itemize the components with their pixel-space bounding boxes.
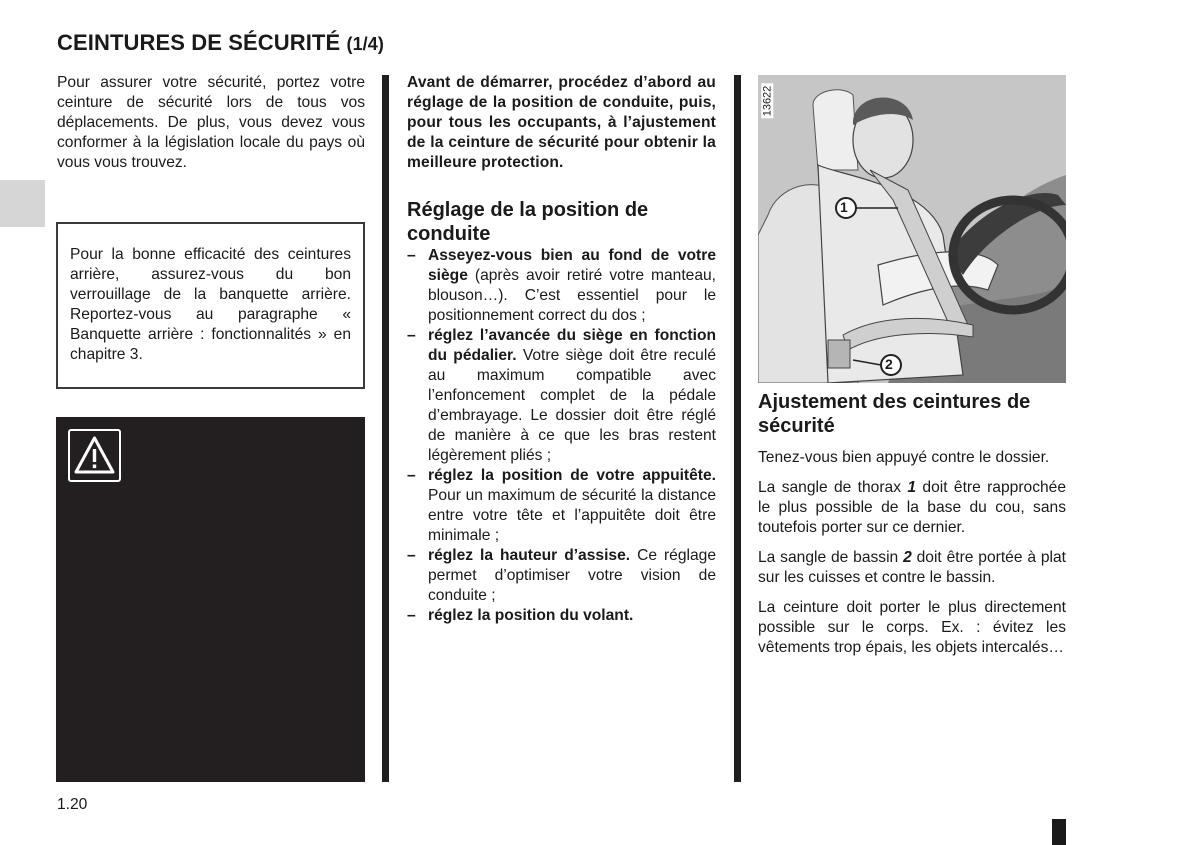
list-item: – réglez la position du volant. [407, 606, 716, 626]
list-item: – réglez la hauteur d’assise. Ce réglage permet d’optimiser votre vision de conduite ; [407, 546, 716, 606]
figure-number [760, 81, 780, 121]
column-divider-2 [734, 75, 741, 782]
page-number: 1.20 [57, 796, 88, 813]
callout-2: 2 [885, 356, 893, 372]
note-text: Pour la bonne efficacité des ceintures arrière, assurez-vous du bon verrouillage de la banquette arrière. Reportez-vous au paragraphe « Banquette arrière : fonctionnalités » en chapitre 3. [70, 246, 351, 363]
note-box [56, 222, 365, 389]
section-heading-driving-position: Réglage de la position de conduite [407, 199, 649, 245]
seatbelt-illustration [758, 75, 1066, 383]
callout-1: 1 [840, 199, 848, 215]
lead-paragraph: Avant de démarrer, procédez d’abord au réglage de la position de conduite, puis, pour tous les occupants, à l’ajustement de la ceinture de sécurité pour obtenir la meilleure protection. [407, 74, 716, 171]
list-item: – Asseyez-vous bien au fond de votre siège (après avoir retiré votre manteau, blouson…). C’est essentiel pour le positionnement correct du dos ; [407, 246, 716, 326]
paragraph: Tenez-vous bien appuyé contre le dossier. [758, 449, 1050, 466]
page-title-text: CEINTURES DE SÉCURITÉ [57, 30, 341, 55]
warning-triangle-icon [68, 429, 121, 482]
warning-box [56, 417, 365, 782]
driver-figure [758, 75, 1066, 383]
figure-number-text: 13622 [761, 85, 774, 117]
list-item: – réglez la position de votre appuitête. Pour un maximum de sécurité la distance entre votre tête et l’appuitête doit être minimale ; [407, 466, 716, 546]
paragraph: La ceinture doit porter le plus directement possible sur le corps. Ex. : évitez les vêtements trop épais, les objets intercalés… [758, 599, 1066, 656]
chapter-tab [0, 180, 45, 227]
adjustment-list [407, 246, 716, 626]
section-heading-belt-adjustment: Ajustement des ceintures de sécurité [758, 391, 1031, 437]
page-title [57, 30, 384, 56]
intro-paragraph: Pour assurer votre sécurité, portez votre ceinture de sécurité lors de tous vos déplacements. De plus, vous devez vous conformer à la législation locale du pays où vous vous trouvez. [57, 74, 365, 171]
middle-column [407, 73, 716, 626]
page-title-suffix: (1/4) [346, 34, 384, 54]
paragraph: La sangle de bassin 2 doit être portée à plat sur les cuisses et contre le bassin. [758, 549, 1066, 586]
warning-triangle-svg [70, 431, 119, 480]
column-divider-1 [382, 75, 389, 782]
right-column [758, 390, 1066, 668]
corner-marker [1052, 819, 1066, 845]
list-item: – réglez l’avancée du siège en fonction du pédalier. Votre siège doit être reculé au maximum compatible avec l’enfoncement complet de la pédale d’embrayage. Le dossier doit être réglé de manière à ce que les bras restent légèrement pliés ; [407, 326, 716, 466]
paragraph: La sangle de thorax 1 doit être rapprochée le plus possible de la base du cou, sans toutefois porter sur ce dernier. [758, 479, 1067, 536]
